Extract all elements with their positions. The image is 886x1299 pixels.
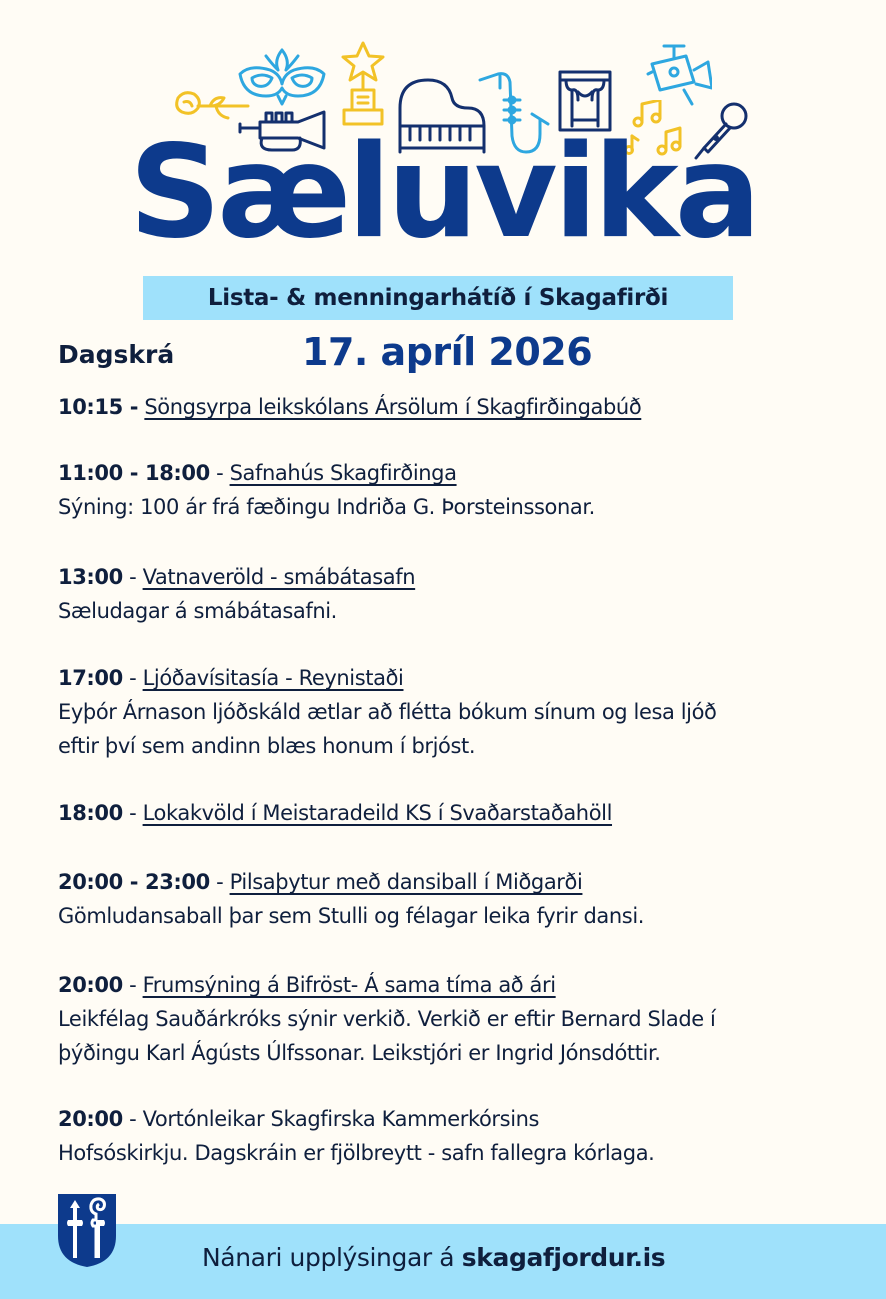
event-item [58, 390, 641, 424]
event-item: 18:00 - Lokakvöld í Meistaradeild KS í Svaðarstaðahöll [58, 801, 613, 825]
subtitle-banner [143, 276, 733, 320]
event-description: eftir því sem andinn blæs honum í brjóst. [58, 734, 476, 758]
event-time: 20:00 [58, 1107, 123, 1131]
event-description: Sæludagar á smábátasafni. [58, 599, 337, 623]
festival-title: Sæluvika [128, 118, 758, 267]
website-link[interactable]: skagafjordur.is [461, 1243, 666, 1272]
spotlight-icon [646, 44, 712, 106]
footer-text: Nánari upplýsingar á [202, 1243, 455, 1272]
event-title-link[interactable]: Frumsýning á Bifröst- Á sama tíma að ári [142, 973, 556, 997]
mask-icon [236, 46, 328, 108]
event-title-link[interactable]: Söngsyrpa leikskólans Ársölum í Skagfirðingabúð [144, 395, 642, 419]
event-title-link[interactable]: Lokakvöld í Meistaradeild KS í Svaðarstaðahöll [142, 801, 613, 825]
event-description: Gömludansaball þar sem Stulli og félagar leika fyrir dansi. [58, 904, 645, 928]
event-title-link[interactable]: Pilsaþytur með dansiball í Miðgarði [229, 870, 583, 894]
event-description: Hofsóskirkju. Dagskráin er fjölbreytt - safn fallegra kórlaga. [58, 1141, 655, 1165]
event-item: 17:00 - Ljóðavísitasía - Reynistaði Eyþór Árnason ljóðskáld ætlar að flétta bókum sínum og lesa ljóð eftir því sem andinn blæs honum í brjóst. [58, 661, 717, 763]
schedule-label: Dagskrá [58, 340, 175, 369]
event-time: 10:15 - [58, 395, 139, 419]
event-item: 20:00 - 23:00 - Pilsaþytur með dansiball í Miðgarði Gömludansaball þar sem Stulli og félagar leika fyrir dansi. [58, 865, 644, 933]
event-time: 17:00 [58, 666, 123, 690]
event-time: 13:00 [58, 565, 123, 589]
event-item: 20:00 - Vortónleikar Skagfirska Kammerkórsins Hofsóskirkju. Dagskráin er fjölbreytt - safn fallegra kórlaga. [58, 1102, 654, 1170]
event-item: 13:00 - Vatnaveröld - smábátasafn Sæludagar á smábátasafni. [58, 560, 415, 628]
event-time: 20:00 [58, 973, 123, 997]
event-time: 11:00 - 18:00 [58, 461, 210, 485]
skagafjordur-crest-icon [56, 1192, 118, 1268]
event-time: 18:00 [58, 801, 123, 825]
event-title-link[interactable]: Ljóðavísitasía - Reynistaði [142, 666, 404, 690]
event-description: Eyþór Árnason ljóðskáld ætlar að flétta bókum sínum og lesa ljóð [58, 700, 717, 724]
event-description: þýðingu Karl Ágústs Úlfssonar. Leikstjóri er Ingrid Jónsdóttir. [58, 1041, 661, 1065]
event-description: Leikfélag Sauðárkróks sýnir verkið. Verkið er eftir Bernard Slade í [58, 1007, 716, 1031]
event-title: Vortónleikar Skagfirska Kammerkórsins [142, 1107, 540, 1131]
event-description: Sýning: 100 ár frá fæðingu Indriða G. Þorsteinssonar. [58, 495, 595, 519]
festival-subtitle: Lista- & menningarhátíð í Skagafirði [207, 285, 669, 311]
event-time: 20:00 - 23:00 [58, 870, 210, 894]
event-title-link[interactable]: Safnahús Skagfirðinga [229, 461, 457, 485]
footer-info [202, 1243, 665, 1272]
event-item: 11:00 - 18:00 - Safnahús Skagfirðinga Sýning: 100 ár frá fæðingu Indriða G. Þorsteinssonar. [58, 456, 595, 524]
event-item: 20:00 - Frumsýning á Bifröst- Á sama tíma að ári Leikfélag Sauðárkróks sýnir verkið. Verkið er eftir Bernard Slade í þýðingu Karl Ágústs Úlfssonar. Leikstjóri er Ingrid Jónsdóttir. [58, 968, 715, 1070]
event-title-link[interactable]: Vatnaveröld - smábátasafn [142, 565, 416, 589]
trophy-icon [338, 40, 388, 130]
schedule-date: 17. apríl 2026 [302, 330, 593, 374]
